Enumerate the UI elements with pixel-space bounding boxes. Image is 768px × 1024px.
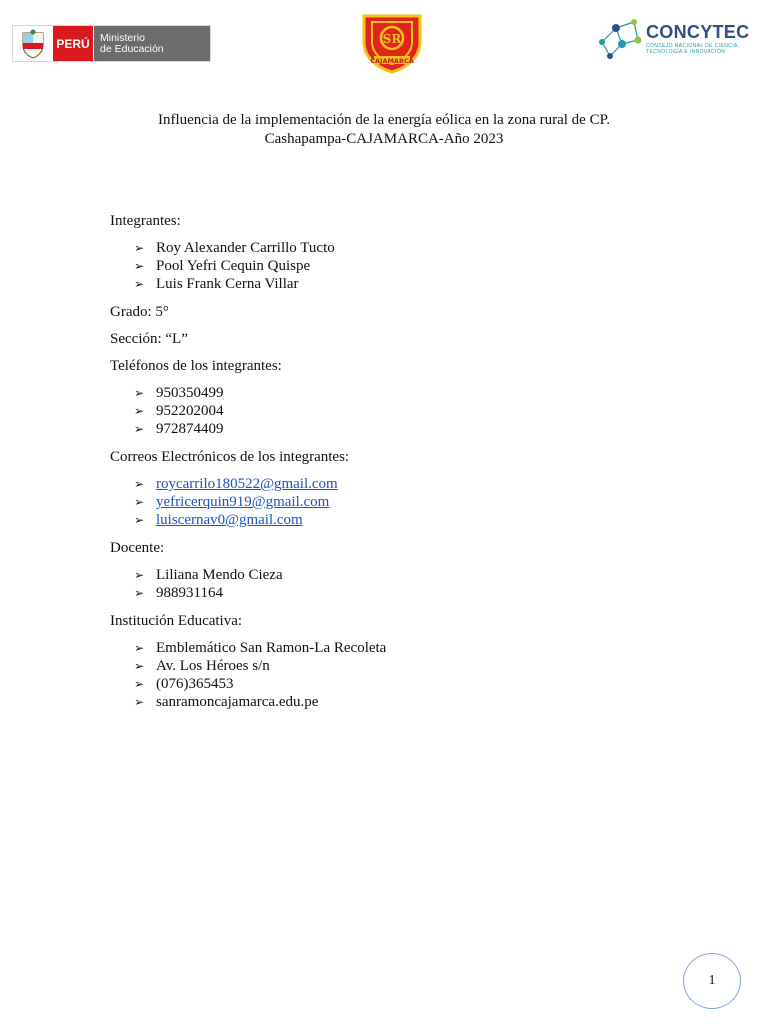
- docente-list: [110, 566, 710, 602]
- peru-coat-of-arms-icon: [13, 26, 53, 61]
- email-link-roy[interactable]: roycarrilo180522@gmail.com: [156, 476, 338, 492]
- document-title: Influencia de la implementación de la energía eólica en la zona rural de CP. Cashapampa-CAJAMARCA-Año 2023: [157, 112, 611, 147]
- list-item: ➢ Luis Frank Cerna Villar: [134, 276, 299, 292]
- integrantes-list: [110, 239, 710, 293]
- grado-text: Grado: 5°: [110, 304, 169, 320]
- correos-list: [110, 475, 710, 529]
- list-item: ➢ 972874409: [134, 421, 224, 437]
- list-item: ➢ Liliana Mendo Cieza: [134, 567, 283, 583]
- list-item: ➢ (076)365453: [134, 676, 234, 692]
- page-number: 1: [683, 953, 741, 1009]
- correos-label: Correos Electrónicos de los integrantes:: [110, 449, 350, 465]
- svg-text:SR: SR: [382, 32, 402, 46]
- list-item: ➢ Pool Yefri Cequin Quispe: [134, 258, 311, 274]
- minedu-logo: [12, 25, 211, 62]
- institucion-label: Institución Educativa:: [110, 613, 243, 629]
- arrow-bullet-icon: ➢: [134, 422, 145, 436]
- list-item: ➢ sanramoncajamarca.edu.pe: [134, 694, 319, 710]
- institucion-list: [110, 639, 710, 711]
- arrow-bullet-icon: ➢: [134, 259, 145, 273]
- arrow-bullet-icon: ➢: [134, 277, 145, 291]
- email-link-yefri[interactable]: yefricerquin919@gmail.com: [156, 494, 330, 510]
- ministry-name: Ministerio de Educación: [93, 26, 210, 61]
- arrow-bullet-icon: ➢: [134, 568, 145, 582]
- concytec-subtitle: CONSEJO NACIONAL DE CIENCIA, TECNOLOGÍA E INNOVACIÓN: [646, 43, 740, 55]
- seccion-text: Sección: “L”: [110, 331, 188, 347]
- list-item: ➢ Av. Los Héroes s/n: [134, 658, 270, 674]
- list-item: ➢ 988931164: [134, 585, 223, 601]
- arrow-bullet-icon: ➢: [134, 513, 145, 527]
- list-item: ➢ Roy Alexander Carrillo Tucto: [134, 240, 335, 256]
- integrantes-label: Integrantes:: [110, 213, 181, 229]
- concytec-name: CONCYTEC: [646, 22, 750, 42]
- list-item: [134, 511, 710, 529]
- telefonos-list: [110, 384, 710, 438]
- arrow-bullet-icon: ➢: [134, 477, 145, 491]
- list-item: [134, 475, 710, 493]
- docente-label: Docente:: [110, 540, 165, 556]
- peru-label: PERÚ: [53, 26, 93, 61]
- arrow-bullet-icon: ➢: [134, 586, 145, 600]
- list-item: ➢ 952202004: [134, 403, 224, 419]
- school-shield-logo: [360, 12, 424, 74]
- list-item: ➢ 950350499: [134, 385, 224, 401]
- email-link-luis[interactable]: luiscernav0@gmail.com: [156, 512, 303, 528]
- telefonos-label: Teléfonos de los integrantes:: [110, 358, 282, 374]
- arrow-bullet-icon: ➢: [134, 404, 145, 418]
- school-logo-text: CAJAMARCA: [370, 57, 414, 65]
- arrow-bullet-icon: ➢: [134, 495, 145, 509]
- arrow-bullet-icon: ➢: [134, 241, 145, 255]
- arrow-bullet-icon: ➢: [134, 386, 145, 400]
- arrow-bullet-icon: ➢: [134, 659, 145, 673]
- document-body: [110, 212, 710, 721]
- list-item: ➢ Emblemático San Ramon-La Recoleta: [134, 640, 387, 656]
- arrow-bullet-icon: ➢: [134, 641, 145, 655]
- list-item: [134, 493, 710, 511]
- arrow-bullet-icon: ➢: [134, 695, 145, 709]
- arrow-bullet-icon: ➢: [134, 677, 145, 691]
